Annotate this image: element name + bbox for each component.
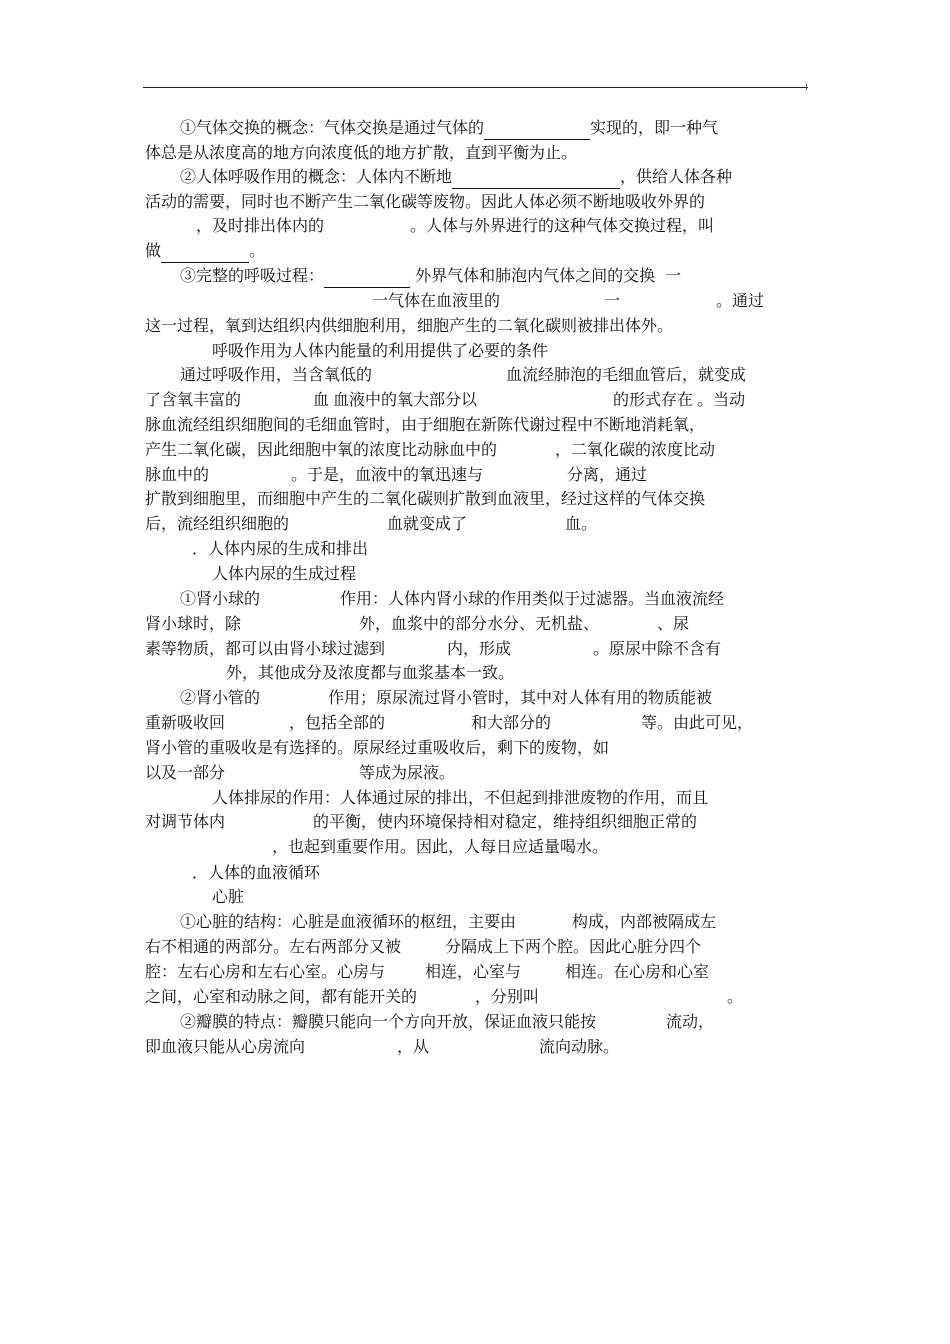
text-segment: 一	[604, 291, 621, 310]
header-rule	[143, 87, 808, 88]
text-line	[145, 960, 810, 984]
text-segment: 对调节体内	[145, 812, 226, 831]
text-segment: ②肾小管的	[180, 688, 261, 707]
text-segment: 的平衡，使内环境保持相对稳定，维持组织细胞正常的	[313, 812, 698, 831]
text-segment: 。	[727, 987, 744, 1006]
text-segment: 重新吸收回	[145, 713, 226, 732]
text-segment: ①气体交换的概念：气体交换是通过气体的	[180, 118, 485, 137]
text-line	[145, 736, 810, 760]
text-segment: 血流经肺泡的毛细血管后，就变成	[506, 365, 747, 384]
text-line	[180, 116, 810, 140]
text-line	[180, 910, 810, 934]
text-segment: 。通过	[716, 291, 765, 310]
text-line	[180, 1010, 810, 1034]
text-segment: 外，其他成分及浓度都与血浆基本一致。	[226, 663, 515, 682]
text-line	[145, 413, 810, 437]
text-segment: 腔：左右心房和左右心室。心房与	[145, 962, 386, 981]
text-line	[180, 686, 810, 710]
fill-blank	[484, 121, 590, 140]
text-line	[145, 487, 810, 511]
text-line	[145, 985, 810, 1009]
text-segment: 之间，心室和动脉之间，都有能开关的	[145, 987, 418, 1006]
text-segment: 以及一部分	[145, 763, 226, 782]
text-segment: 了含氧丰富的	[145, 390, 242, 409]
text-segment: 呼吸作用为人体内能量的利用提供了必要的条件	[212, 341, 549, 360]
text-segment: 后，流经组织细胞的	[145, 514, 290, 533]
text-line	[145, 810, 810, 834]
text-segment: 体总是从浓度高的地方向浓度低的地方扩散，直到平衡为止。	[145, 143, 578, 162]
text-line	[212, 786, 810, 810]
text-segment: 血液中的氧大部分以	[333, 390, 478, 409]
text-line	[145, 935, 810, 959]
subsection-heading	[212, 562, 810, 586]
fill-blank	[452, 170, 620, 189]
text-segment: 一气体在血液里的	[372, 291, 501, 310]
text-line	[145, 388, 810, 412]
text-segment: 。原尿中除不含有	[593, 639, 722, 658]
text-line	[145, 711, 810, 735]
header-rule-tick	[806, 84, 807, 90]
text-segment: ，分别叫	[475, 987, 540, 1006]
section-heading	[192, 861, 810, 885]
section-heading	[192, 537, 810, 561]
text-segment: ，从	[397, 1037, 430, 1056]
text-line	[272, 835, 810, 859]
text-line	[145, 314, 810, 338]
text-segment: 相连，心室与	[425, 962, 522, 981]
text-segment: ，也起到重要作用。因此，人每日应适量喝水。	[272, 837, 609, 856]
text-line	[180, 264, 810, 288]
text-segment: 肾小管的重吸收是有选择的。原尿经过重吸收后，剩下的废物，如	[145, 738, 610, 757]
text-segment: ，供给人体各种	[620, 167, 733, 186]
text-segment: 外界气体和肺泡内气体之间的交换	[410, 266, 656, 285]
text-segment: 即血液只能从心房流向	[145, 1037, 306, 1056]
subsection-heading	[212, 885, 810, 909]
text-segment: ，及时排出体内的	[196, 216, 325, 235]
text-segment: 人体排尿的作用：人体通过尿的排出，不但起到排泄废物的作用，而且	[212, 788, 709, 807]
text-segment: 血。	[565, 514, 598, 533]
text-segment: ．人体的血液循环	[192, 863, 321, 882]
text-segment: 分隔成上下两个腔。因此心脏分四个	[445, 937, 702, 956]
text-segment: 作用：人体内肾小球的作用类似于过滤器。当血液流经	[340, 589, 725, 608]
text-segment: 做	[145, 241, 162, 260]
text-segment: 活动的需要，同时也不断产生二氧化碳等废物。因此人体必须不断地吸收外界的	[145, 192, 706, 211]
text-line	[180, 363, 810, 387]
text-segment: ③完整的呼吸过程：	[180, 266, 325, 285]
text-segment: 、尿	[657, 614, 690, 633]
text-line	[145, 190, 810, 214]
text-segment: ．人体内尿的生成和排出	[192, 539, 369, 558]
text-segment: 分离，通过	[567, 465, 648, 484]
text-segment: 肾小球时，除	[145, 614, 242, 633]
text-segment: 外，血浆中的部分水分、无机盐、	[359, 614, 600, 633]
text-segment: 扩散到细胞里，而细胞中产生的二氧化碳则扩散到血液里，经过这样的气体交换	[145, 489, 706, 508]
text-line	[372, 289, 810, 313]
text-segment: 脉血流经组织细胞间的毛细血管时，由于细胞在新陈代谢过程中不断地消耗氧，	[145, 415, 706, 434]
text-line	[145, 141, 810, 165]
text-segment: 这一过程，氧到达组织内供细胞利用，细胞产生的二氧化碳则被排出体外。	[145, 316, 674, 335]
text-line	[145, 637, 810, 661]
text-segment: 产生二氧化碳，因此细胞中氧的浓度比动脉血中的	[145, 440, 498, 459]
text-line	[145, 1035, 810, 1059]
text-segment: 作用；原尿流过肾小管时，其中对人体有用的物质能被	[328, 688, 713, 707]
text-segment: 血就变成了	[387, 514, 468, 533]
text-line	[145, 612, 810, 636]
text-segment: 实现的，即一种气	[590, 118, 719, 137]
text-segment: ①肾小球的	[180, 589, 261, 608]
text-segment: 。当动	[697, 390, 746, 409]
text-segment: 的形式存在	[613, 390, 694, 409]
text-line	[145, 239, 810, 263]
text-line	[212, 339, 810, 363]
text-line	[145, 761, 810, 785]
fill-blank	[161, 244, 249, 263]
text-segment: 内，形成	[447, 639, 512, 658]
text-segment: 一	[665, 266, 682, 285]
fill-blank	[324, 269, 410, 288]
text-line	[145, 463, 810, 487]
text-segment: 构成，内部被隔成左	[572, 912, 717, 931]
text-segment: 和大部分的	[471, 713, 552, 732]
text-segment: 。于是，血液中的氧迅速与	[291, 465, 484, 484]
text-line	[180, 587, 810, 611]
text-segment: ①心脏的结构：心脏是血液循环的枢纽，主要由	[180, 912, 517, 931]
text-segment: ②瓣膜的特点：瓣膜只能向一个方向开放，保证血液只能按	[180, 1012, 597, 1031]
text-segment: 流向动脉。	[539, 1037, 620, 1056]
text-segment: 通过呼吸作用，当含氧低的	[180, 365, 373, 384]
text-segment: 。	[249, 241, 266, 260]
text-line	[196, 214, 810, 238]
text-segment: 相连。在心房和心室	[565, 962, 710, 981]
text-segment: ②人体呼吸作用的概念：人体内不断地	[180, 167, 453, 186]
text-segment: 右不相通的两部分。左右两部分又被	[145, 937, 402, 956]
text-segment: 脉血中的	[145, 465, 210, 484]
text-segment: 人体内尿的生成过程	[212, 564, 357, 583]
text-segment: 血	[313, 390, 330, 409]
text-segment: 心脏	[212, 887, 245, 906]
text-segment: 。人体与外界进行的这种气体交换过程，叫	[410, 216, 715, 235]
text-line	[226, 661, 810, 685]
text-segment: 等。由此可见，	[641, 713, 754, 732]
text-segment: 素等物质，都可以由肾小球过滤到	[145, 639, 386, 658]
text-line	[180, 165, 810, 189]
text-segment: ，二氧化碳的浓度比动	[555, 440, 716, 459]
text-line	[145, 512, 810, 536]
text-segment: 等成为尿液。	[359, 763, 456, 782]
text-segment: ，包括全部的	[289, 713, 386, 732]
text-segment: 流动，	[666, 1012, 715, 1031]
text-line	[145, 438, 810, 462]
